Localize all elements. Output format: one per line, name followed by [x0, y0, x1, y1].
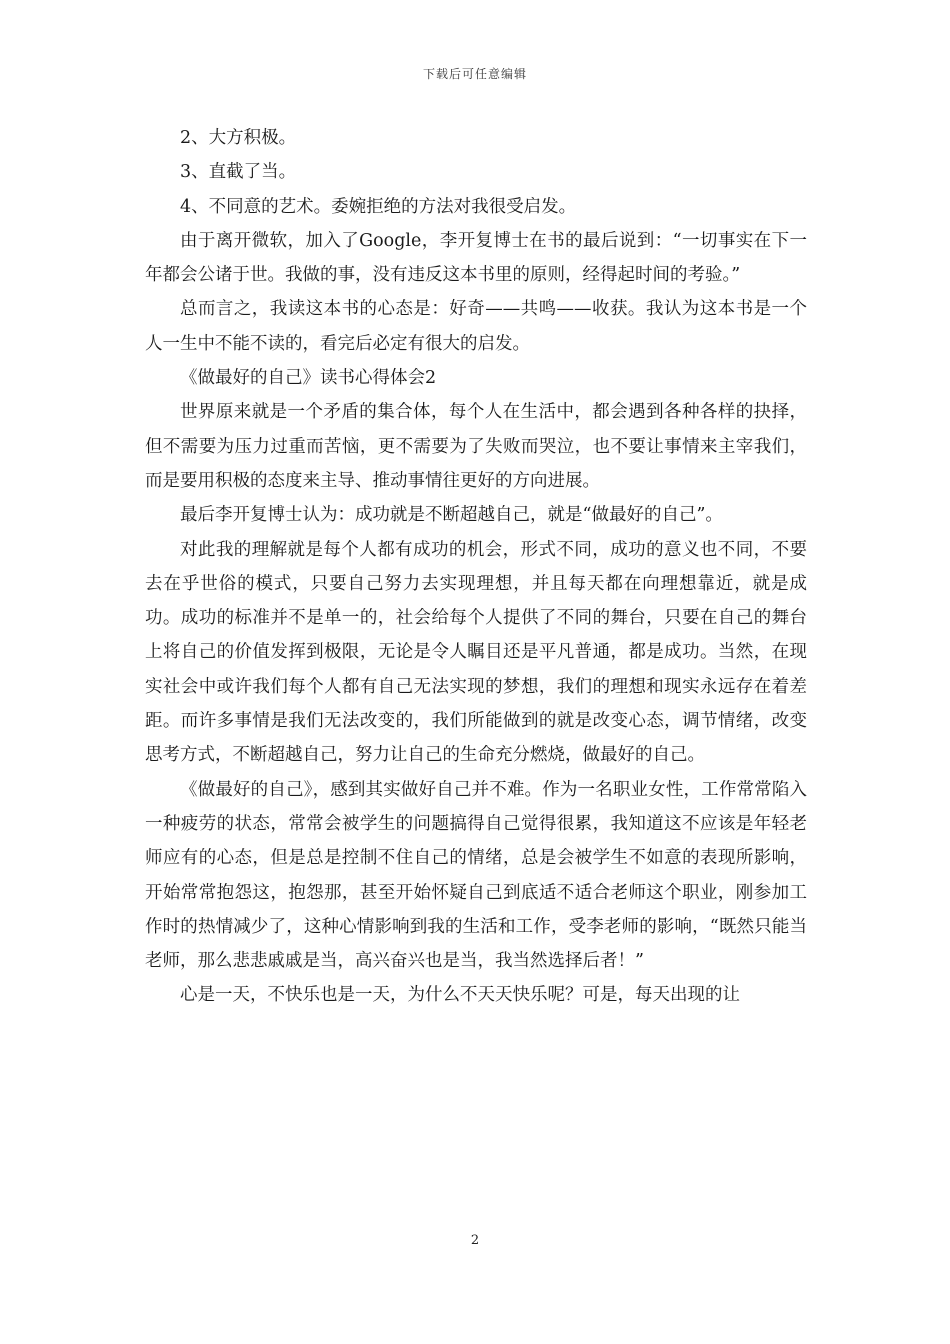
page-header: 下载后可任意编辑: [422, 67, 527, 81]
paragraph: 对此我的理解就是每个人都有成功的机会，形式不同，成功的意义也不同，不要去在乎世俗的模式，只要自己努力去实现理想，并且每天都在向理想靠近，就是成功。成功的标准并不是单一的，社会给每个人提供了不同的舞台，只要在自己的舞台上将自己的价值发挥到极限，无论是令人瞩目还是平凡普通，都是成功。当然，在现实社会中或许我们每个人都有自己无法实现的梦想，我们的理想和现实永远存在着差距。而许多事情是我们无法改变的，我们所能做到的就是改变心态，调节情绪，改变思考方式，不断超越自己，努力让自己的生命充分燃烧，做最好的自己。: [145, 539, 807, 766]
paragraph: 总而言之，我读这本书的心态是：好奇——共鸣——收获。我认为这本书是一个人一生中不能不读的，看完后必定有很大的启发。: [145, 299, 807, 354]
page-number: 2: [470, 1233, 480, 1248]
paragraph: 由于离开微软，加入了Google，李开复博士在书的最后说到：“一切事实在下一年都会公诸于世。我做的事，没有违反这本书里的原则，经得起时间的考验。”: [145, 230, 807, 286]
section-title: 《做最好的自己》读书心得体会2: [180, 368, 437, 389]
document-body: [145, 121, 807, 1013]
list-item: 3、直截了当。: [180, 162, 297, 183]
paragraph: 最后李开复博士认为：成功就是不断超越自己，就是“做最好的自己”。: [180, 505, 723, 526]
paragraph: 世界原来就是一个矛盾的集合体，每个人在生活中，都会遇到各种各样的抉择，但不需要为压力过重而苦恼，更不需要为了失败而哭泣，也不要让事情来主宰我们，而是要用积极的态度来主导、推动事情往更好的方向进展。: [145, 402, 807, 491]
list-item: 2、大方积极。: [180, 128, 297, 148]
list-item: 4、不同意的艺术。委婉拒绝的方法对我很受启发。: [180, 196, 577, 217]
paragraph: 《做最好的自己》，感到其实做好自己并不难。作为一名职业女性，工作常常陷入一种疲劳的状态，常常会被学生的问题搞得自己觉得很累，我知道这不应该是年轻老师应有的心态，但是总是控制不住自己的情绪，总是会被学生不如意的表现所影响，开始常常抱怨这，抱怨那，甚至开始怀疑自己到底适不适合老师这个职业，刚参加工作时的热情减少了，这种心情影响到我的生活和工作，受李老师的影响，“既然只能当老师，那么悲悲戚戚是当，高兴奋兴也是当，我当然选择后者！”: [145, 779, 807, 972]
paragraph: 心是一天，不快乐也是一天，为什么不天天快乐呢？可是，每天出现的让: [180, 985, 740, 1006]
